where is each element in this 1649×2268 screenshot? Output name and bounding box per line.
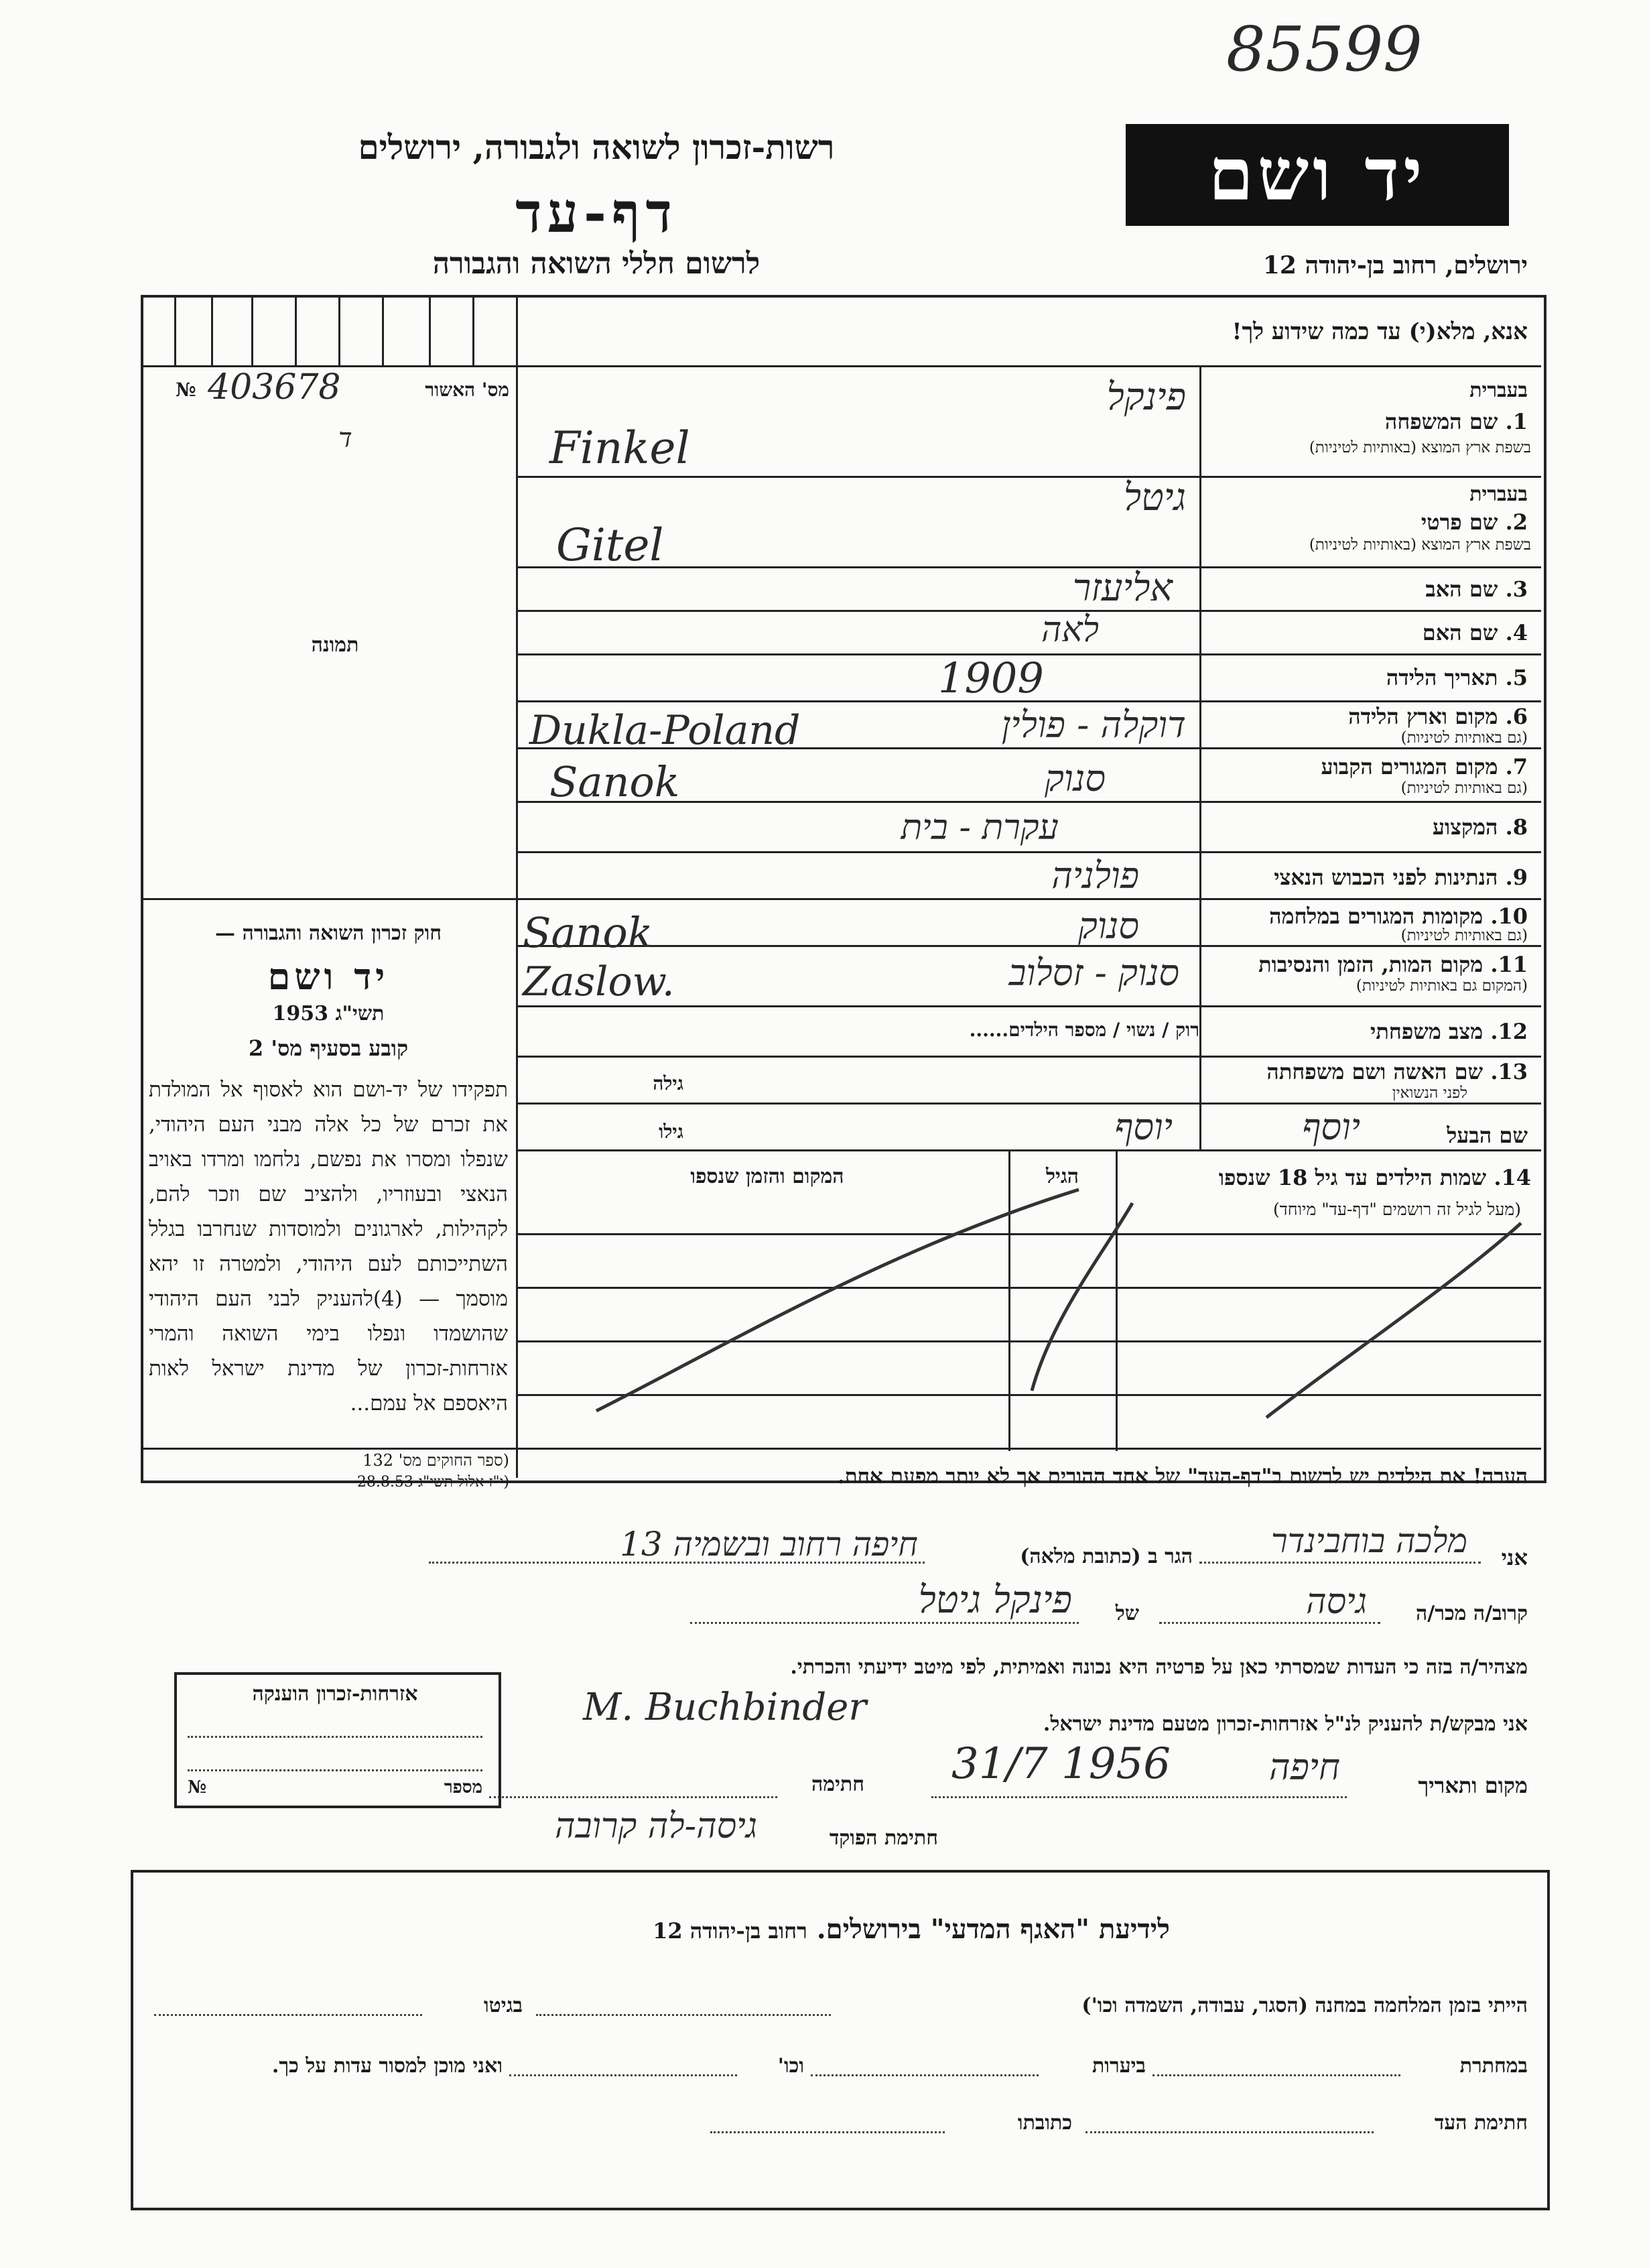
citizenship-value[interactable]: פולניה [1051,855,1139,897]
law-year: תשי"ג 1953 [272,1002,385,1025]
field-11-label [1206,952,1528,977]
yad-vashem-logo: יד ושם [1126,124,1509,226]
surname-hebrew-value[interactable]: פינקל [1106,375,1186,419]
place-date-label: מקום ותאריך [1418,1773,1528,1798]
husband-name-value[interactable]: יוסף [1302,1106,1360,1148]
field-11-sub: (המקום גם באותיות לטיניות) [1356,977,1528,995]
law-body: תפקידו של יד-ושם הוא לאסוף אל המולדת את זכרם של כל אלה מבני העם היהודי, שנפלו ומסרו את נפשם, נלחמו ומרדו באויב הנאצי ובעוזריו, ולהציב שם וזכר להם, לקהילות, לארגונים ולמוסדות שנחרבו בגלל השתייכותם לעם היהודי, ולמטרה זו יהא מוסמך — (4)להעניק לבני העם היהודי שהושמדו ונפלו בימי השואה והמרי אזרחות-זכרון של מדינת ישראל לאות היאספם אל עמם... [149,1078,508,1415]
header-address: ירושלים, רחוב בן-יהודה 12 [1262,251,1528,279]
victim-name-value[interactable]: פינקל גיטל [918,1578,1072,1622]
ready-to-testify-label: ואני מוכן למסור עדות על כך. [271,2054,503,2078]
field-7-num: 7. [1505,754,1528,779]
ghetto-label: בגיטו [483,1994,523,2017]
decl-ani-label: אני [1501,1545,1528,1570]
approval-no-sign: № [176,379,196,401]
profession-value[interactable]: עקרת - בית [901,808,1059,848]
given-name-latin-value[interactable]: Gitel [556,519,664,571]
field-6-sub: (גם באותיות לטיניות) [1400,729,1528,747]
please-fill-instruction: אנא, מלא(י) עד כמה שידוע לך! [1232,318,1528,345]
citizenship-number-label: מספר [444,1777,482,1798]
field-5-num: 5. [1505,665,1528,690]
field-1-title: שם המשפחה [1384,409,1498,434]
photo-box-bottom [141,898,516,900]
approval-suffix: ד [338,423,352,454]
approval-number[interactable]: 403678 [208,367,341,407]
date-value[interactable]: 31/7 1956 [951,1739,1171,1789]
field-5-label [1206,665,1528,690]
field-2-title: שם פרטי [1421,509,1498,535]
scientific-dept-title [576,1913,1246,1945]
field-13-label [1206,1059,1528,1084]
field-8-num: 8. [1505,814,1528,840]
field-4-num: 4. [1505,620,1528,645]
field-6-title: מקום וארץ הלידה [1348,704,1498,729]
law-ref-1: (ספר החוקים מס' 132 [362,1451,509,1470]
approval-label: מס' האשור [425,379,509,401]
field-2-num: 2. [1505,509,1528,535]
declare-text: מצהיר/ה בזה כי העדות שמסרתי כאן על פרטיה היא נכונה ואמיתית, לפי מיטב ידיעתי והכרתי. [790,1655,1528,1679]
witness-address-value[interactable]: חיפה רחוב ובשמיה 13 [620,1525,918,1564]
father-name-value[interactable]: אליעזר [1072,566,1173,610]
field-6-label [1206,704,1528,729]
label-column-divider [1199,365,1201,1149]
field-13-title: שם האשה ושם משפחתה [1266,1059,1483,1084]
residence-latin-value[interactable]: Sanok [549,757,680,806]
request-text: אני מבקש/ת להעניק לנ"ל אזרחות-זכרון מטעם מדינת ישראל. [1043,1712,1528,1736]
field-11-title: מקום המות, הזמן והנסיבות [1258,952,1483,977]
signature-label: חתימה [811,1773,864,1796]
citizenship-number-sign: № [188,1777,207,1798]
birthplace-hebrew-value[interactable]: דוקלה - פולין [1001,704,1186,746]
field-1-label [1206,409,1528,434]
age-column-header: הגיל [1045,1165,1079,1188]
forests-label: ביערות [1092,2054,1146,2078]
decl-of-label: של [1115,1602,1139,1625]
serial-number: 85599 [1226,13,1423,85]
field-9-label [1206,865,1528,890]
relation-value[interactable]: גיסה [1306,1582,1367,1622]
wife-age-label: גילה [653,1072,683,1094]
field-3-num: 3. [1505,576,1528,602]
field-4-label [1206,620,1528,645]
underground-label: במחתרת [1459,2054,1528,2078]
field-8-label [1206,814,1528,840]
field-1-num: 1. [1505,409,1528,434]
given-name-hebrew-value[interactable]: גיטל [1123,476,1186,519]
decl-lives-at-label: הגר ב (כתובת מלאה) [1020,1545,1193,1568]
field-2-sub: בשפת ארץ המוצא (באותיות לטיניות) [1309,536,1531,554]
birthplace-latin-value[interactable]: Dukla-Poland [529,707,801,754]
law-title: חוק זכרון השואה והגבורה — [215,922,442,945]
wartime-residence-hebrew-value[interactable]: סנוק [1078,905,1139,947]
field-12-label [1206,1019,1528,1044]
field-3-label [1206,576,1528,602]
org-name: רשות-זכרון לשואה ולגבורה, ירושלים [358,127,835,167]
form-title: דף-עד [515,181,677,245]
field-5-title: תאריך הלידה [1386,665,1498,690]
officer-signature-value[interactable]: גיסה-לה קרובה [555,1806,757,1846]
birth-date-value[interactable]: 1909 [938,653,1044,702]
info-address: רחוב בן-יהודה 12 [653,1918,807,1944]
death-place-hebrew-value[interactable]: סנוק - זסלוב [1008,952,1179,994]
field-12-title: מצב משפחתי [1370,1019,1483,1044]
field-7-label [1206,754,1528,779]
children-num: 14. [1494,1165,1531,1190]
place-column-header: המקום והזמן שנספו [690,1165,844,1188]
decl-relative-label: קרוב/ה מכר/ה [1416,1602,1528,1625]
field-4-title: שם האם [1422,620,1498,645]
wartime-residence-latin-value[interactable]: Sanok [523,908,653,957]
witness-signature-label: חתימת העד [1434,2111,1528,2135]
children-sub: (מעל לגיל זה רושמים "דף-עד" מיוחד) [1273,1200,1521,1219]
field-9-num: 9. [1505,865,1528,890]
law-ref-2: י"ז אלול תשי"ג 28.8.53) [356,1474,509,1491]
field-2-hebrew-tag: בעברית [1469,483,1528,506]
children-table-bottom [141,1448,1541,1450]
field-1-sub: בשפת ארץ המוצא (באותיות לטיניות) [1309,439,1531,456]
officer-signature-label: חתימת הפוקד [829,1826,938,1850]
field-8-title: המקצוע [1432,814,1498,840]
marital-status-options[interactable]: רוק / נשוי / מספר הילדים...... [969,1019,1199,1041]
field-13-sub: לפני הנשואין [1392,1084,1467,1102]
field-11-num: 11. [1490,952,1528,977]
field-2-label [1206,509,1528,535]
photo-label: תמונה [311,633,359,657]
etc-label: וכו' [777,2054,804,2078]
children-strike-marks [516,1149,1541,1448]
witness-name-value[interactable]: מלכה בוחבינדר [1271,1521,1467,1560]
citizenship-box-title: אזרחות-זכרון הוענקה [252,1682,418,1706]
top-row-divider [141,365,1541,367]
children-note: הערה! את הילדים יש לרשום ב"דף-העד" של אחד ההורים אך לא יותר מפעם אחת. [837,1464,1528,1489]
field-7-title: מקום המגורים הקבוע [1321,754,1498,779]
law-clause: קובע בסעיף מס' 2 [248,1035,409,1061]
camp-line-label: הייתי בזמן המלחמה במחנה (הסגר, עבודה, השמדה וכו') [1081,1994,1528,2017]
place-value[interactable]: חיפה [1268,1746,1340,1788]
field-10-num: 10. [1490,903,1528,929]
mother-name-value[interactable]: לאה [1041,610,1099,650]
husband-age-label: גילו [659,1121,683,1143]
field-7-sub: (גם באותיות לטיניות) [1400,779,1528,797]
field-12-num: 12. [1490,1019,1528,1044]
field-6-num: 6. [1505,704,1528,729]
husband-name-left-value[interactable]: יוסף [1114,1106,1173,1148]
death-place-latin-value[interactable]: Zaslow. [523,958,675,1005]
field-3-title: שם האב [1425,576,1498,602]
children-title: שמות הילדים עד גיל 18 שנספו [1218,1165,1487,1190]
husband-label: שם הבעל [1447,1123,1528,1148]
witness-address-label: כתובתו [1017,2111,1072,2135]
residence-hebrew-value[interactable]: סנוק [1045,757,1106,800]
law-name: יד ושם [267,955,389,998]
field-10-title: מקומות המגורים במלחמה [1269,903,1483,929]
field-1-hebrew-tag: בעברית [1469,379,1528,402]
field-10-sub: (גם באותיות לטיניות) [1400,927,1528,944]
field-9-title: הנתינות לפני הכבוש הנאצי [1274,865,1498,890]
field-10-label [1206,903,1528,929]
info-title: לידיעת "האגף המדעי" בירושלים. [816,1913,1170,1945]
signature-value[interactable]: M. Buchbinder [583,1686,867,1729]
form-subtitle: לרשום חללי השואה והגבורה [432,247,761,281]
field-13-num: 13. [1490,1059,1528,1084]
surname-latin-value[interactable]: Finkel [549,422,690,474]
